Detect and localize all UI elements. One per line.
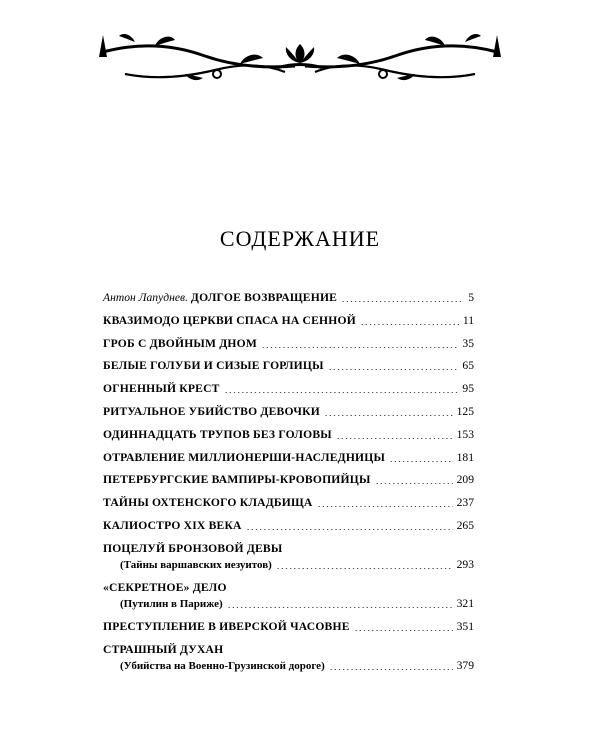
dot-leader — [246, 529, 453, 530]
dot-leader — [276, 568, 453, 569]
toc-entry-subtitle: (Тайны варшавских иезуитов) — [120, 558, 272, 571]
toc-entry-page: 65 — [462, 359, 474, 373]
toc-entry — [103, 313, 474, 336]
toc-entry-page: 125 — [456, 404, 474, 418]
toc-entry-title: ПЕТЕРБУРГСКИЕ ВАМПИРЫ-КРОВОПИЙЦЫ — [103, 473, 371, 487]
table-of-contents — [103, 290, 474, 681]
toc-entry — [103, 541, 474, 580]
dot-leader — [261, 347, 458, 348]
toc-entry-title: ПОЦЕЛУЙ БРОНЗОВОЙ ДЕВЫ — [103, 541, 283, 555]
toc-entry — [103, 642, 474, 681]
toc-entry — [103, 358, 474, 381]
dot-leader — [375, 483, 453, 484]
toc-entry-title: БЕЛЫЕ ГОЛУБИ И СИЗЫЕ ГОРЛИЦЫ — [103, 359, 324, 373]
dot-leader — [224, 392, 459, 393]
dot-leader — [336, 438, 453, 439]
toc-entry-page: 35 — [462, 336, 474, 350]
dot-leader — [324, 415, 453, 416]
dot-leader — [328, 369, 459, 370]
toc-entry-page: 181 — [456, 450, 474, 464]
toc-entry — [103, 381, 474, 404]
toc-entry-page: 293 — [456, 557, 474, 571]
toc-entry — [103, 450, 474, 473]
dot-leader — [341, 301, 464, 302]
toc-entry-page: 321 — [456, 596, 474, 610]
toc-entry-page: 379 — [456, 658, 474, 672]
toc-entry — [103, 336, 474, 359]
toc-entry-title: КВАЗИМОДО ЦЕРКВИ СПАСА НА СЕННОЙ — [103, 313, 356, 327]
dot-leader — [360, 324, 459, 325]
toc-entry-title: «СЕКРЕТНОЕ» ДЕЛО — [103, 580, 227, 594]
toc-entry-page: 209 — [456, 473, 474, 487]
dot-leader — [317, 506, 453, 507]
toc-entry-page: 265 — [456, 518, 474, 532]
toc-entry — [103, 580, 474, 619]
toc-entry-title: ОТРАВЛЕНИЕ МИЛЛИОНЕРШИ-НАСЛЕДНИЦЫ — [103, 450, 386, 464]
toc-entry-page: 351 — [456, 619, 474, 633]
toc-entry-page: 5 — [468, 291, 474, 304]
toc-entry-subtitle: (Убийства на Военно-Грузинской дороге) — [120, 659, 325, 672]
toc-entry-page: 237 — [456, 496, 474, 510]
toc-entry-title: ДОЛГОЕ ВОЗВРАЩЕНИЕ — [190, 291, 338, 304]
toc-entry — [103, 619, 474, 642]
toc-entry — [103, 427, 474, 450]
dot-leader — [329, 669, 453, 670]
toc-entry-page: 11 — [462, 313, 474, 327]
page-title: СОДЕРЖАНИЕ — [219, 226, 381, 251]
toc-entry-title: СТРАШНЫЙ ДУХАН — [103, 642, 224, 656]
dot-leader — [354, 630, 453, 631]
floral-ornament-icon — [95, 30, 505, 86]
toc-entry-author: Антон Лапуднев. — [103, 291, 188, 304]
toc-entry-page: 153 — [456, 427, 474, 441]
toc-entry-title: ОГНЕННЫЙ КРЕСТ — [103, 382, 220, 396]
toc-entry-subtitle: (Путилин в Париже) — [120, 597, 223, 610]
toc-entry — [103, 290, 474, 313]
dot-leader — [389, 461, 453, 462]
toc-entry-title: КАЛИОСТРО XIX ВЕКА — [103, 518, 242, 532]
toc-entry — [103, 495, 474, 518]
toc-entry — [103, 472, 474, 495]
toc-entry-title: РИТУАЛЬНОЕ УБИЙСТВО ДЕВОЧКИ — [103, 404, 320, 418]
toc-entry-title: ОДИННАДЦАТЬ ТРУПОВ БЕЗ ГОЛОВЫ — [103, 427, 332, 441]
toc-entry — [103, 404, 474, 427]
toc-entry — [103, 518, 474, 541]
toc-entry-title: ПРЕСТУПЛЕНИЕ В ИВЕРСКОЙ ЧАСОВНЕ — [103, 619, 350, 633]
toc-entry-page: 95 — [462, 382, 474, 396]
toc-entry-title: ТАЙНЫ ОХТЕНСКОГО КЛАДБИЩА — [103, 496, 313, 510]
dot-leader — [227, 607, 453, 608]
toc-entry-title: ГРОБ С ДВОЙНЫМ ДНОМ — [103, 336, 257, 350]
